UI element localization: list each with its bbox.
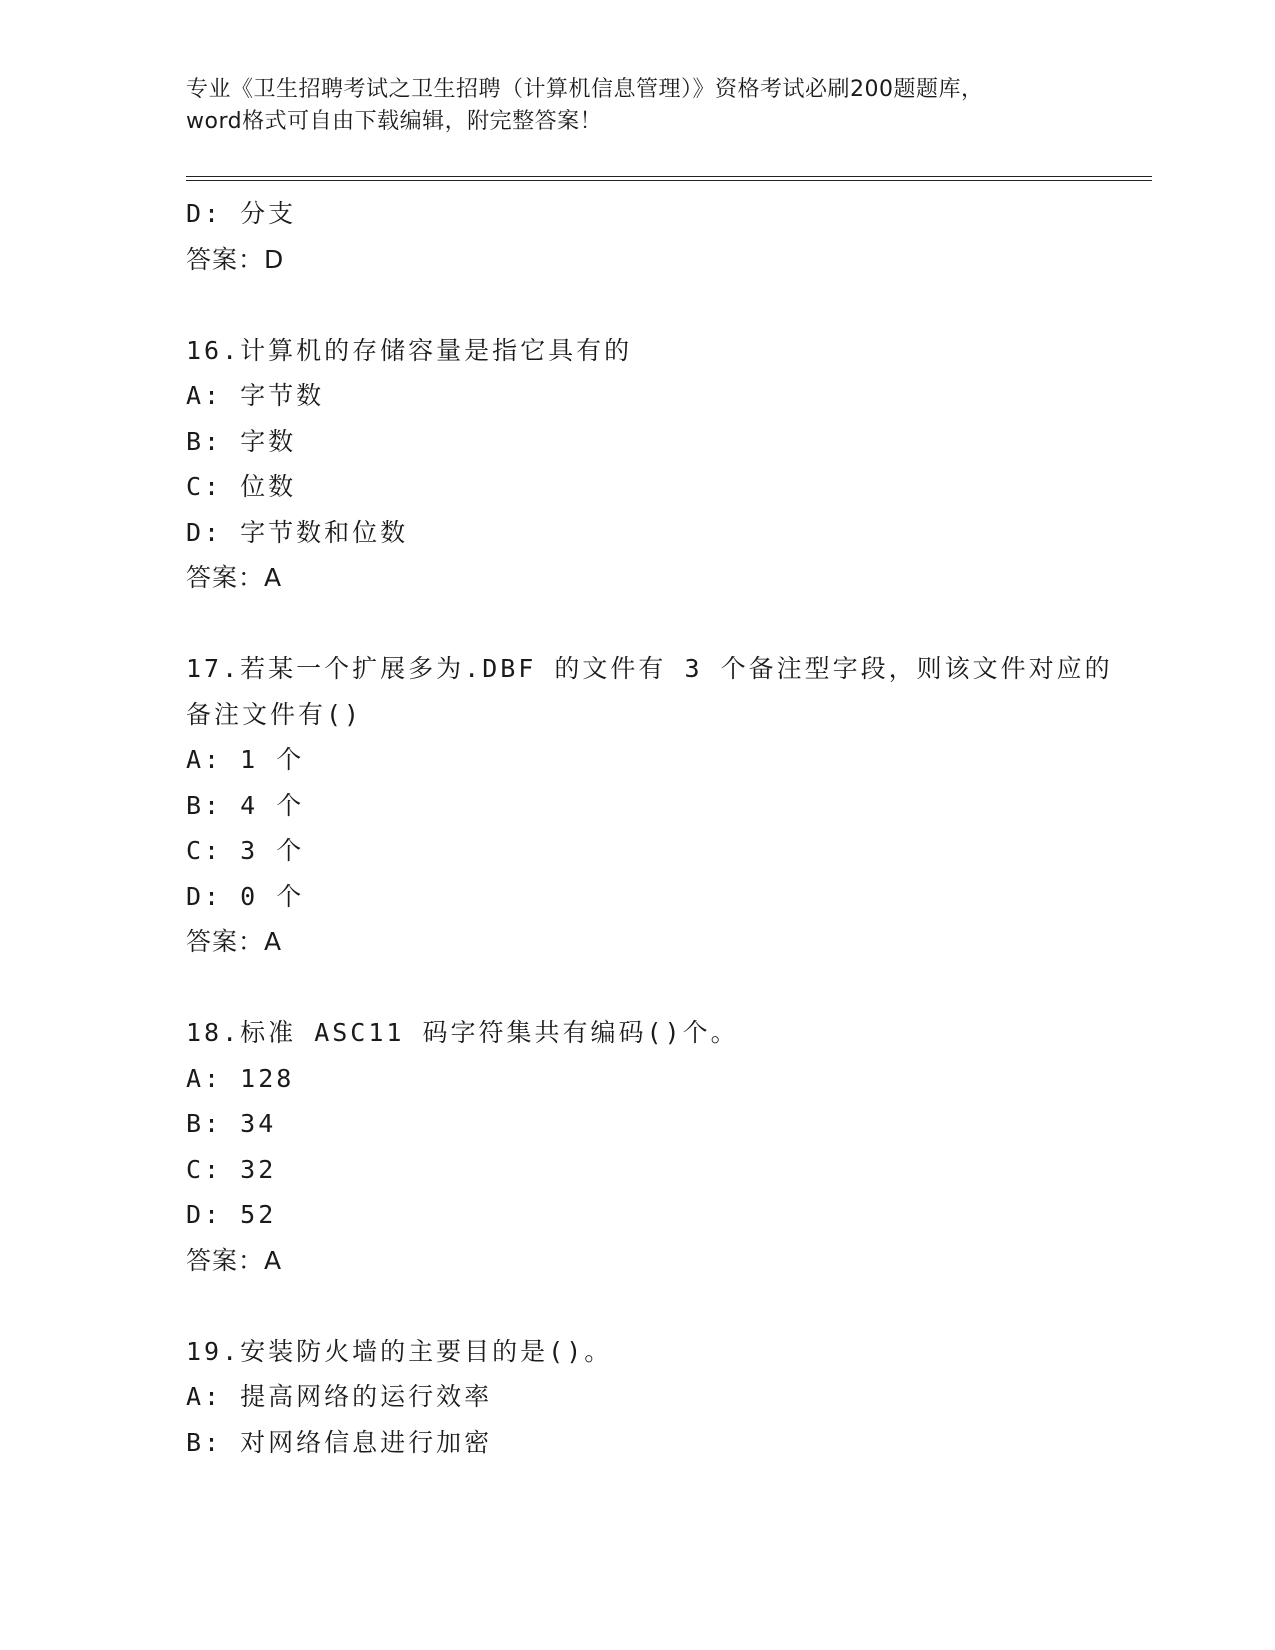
question-17	[186, 646, 1146, 965]
option-a: A: 128	[186, 1063, 295, 1093]
document-header	[186, 74, 1106, 138]
answer: 答案：A	[186, 927, 283, 956]
option-c: C: 位数	[186, 472, 297, 501]
header-title-line-2: word格式可自由下载编辑，附完整答案！	[186, 109, 603, 134]
answer: 答案：A	[186, 563, 283, 592]
spacer	[186, 282, 1146, 328]
question-stem: 17.若某一个扩展多为.DBF 的文件有 3 个备注型字段，则该文件对应的	[186, 654, 1113, 683]
option-b: B: 34	[186, 1109, 277, 1138]
question-stem-continued: 备注文件有()	[186, 699, 363, 729]
question-18	[186, 1010, 1146, 1283]
option-b: B: 字数	[186, 426, 297, 456]
question-stem: 18.标准 ASC11 码字符集共有编码()个。	[186, 1018, 739, 1047]
question-16	[186, 328, 1146, 601]
option-b: B: 对网络信息进行加密	[186, 1427, 493, 1457]
spacer	[186, 601, 1146, 647]
question-stem: 19.安装防火墙的主要目的是()。	[186, 1336, 613, 1366]
carryover-option-d: D: 分支	[186, 199, 297, 228]
option-d: D: 52	[186, 1200, 277, 1229]
option-d: D: 0 个	[186, 881, 305, 911]
answer: 答案：A	[186, 1245, 283, 1275]
question-content	[186, 191, 1146, 1465]
question-19	[186, 1329, 1146, 1466]
option-a: A: 1 个	[186, 745, 305, 774]
option-d: D: 字节数和位数	[186, 517, 409, 547]
spacer	[186, 965, 1146, 1011]
option-a: A: 提高网络的运行效率	[186, 1382, 493, 1411]
option-b: B: 4 个	[186, 790, 305, 820]
option-c: C: 3 个	[186, 836, 305, 865]
option-c: C: 32	[186, 1154, 277, 1184]
spacer	[186, 1283, 1146, 1329]
question-stem: 16.计算机的存储容量是指它具有的	[186, 335, 633, 365]
option-a: A: 字节数	[186, 381, 325, 410]
carryover-answer: 答案：D	[186, 244, 285, 274]
header-title-line-1: 专业《卫生招聘考试之卫生招聘（计算机信息管理）》资格考试必刷200题题库，	[186, 77, 984, 102]
header-double-rule	[186, 176, 1152, 181]
